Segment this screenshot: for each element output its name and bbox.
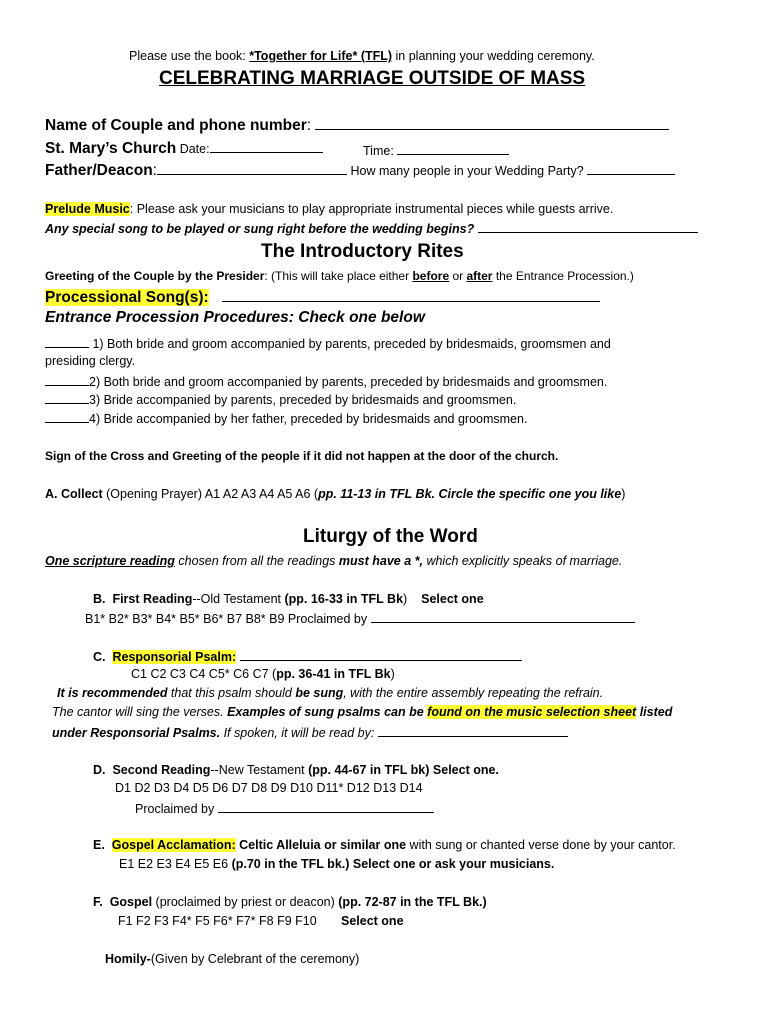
homily-label: Homily-	[105, 952, 151, 966]
procedure-check-3[interactable]	[45, 390, 89, 404]
first-reading-proclaimer-field[interactable]	[371, 609, 635, 623]
couple-field[interactable]	[315, 116, 669, 130]
gospel-options	[118, 913, 404, 929]
prelude-song-field[interactable]	[478, 219, 698, 233]
collect-ref: pp. 11-13 in TFL Bk. Circle the specific one you like	[318, 487, 622, 501]
intro-text: Please use the book:	[129, 49, 250, 63]
first-reading-line	[93, 591, 484, 607]
greeting-text-3: the Entrance Procession.)	[492, 269, 634, 283]
second-reading-label: Second Reading	[112, 763, 211, 777]
second-reading-ref: (pp. 44-67 in TFL bk	[308, 763, 426, 777]
time-field[interactable]	[397, 141, 509, 155]
greeting-before: before	[412, 269, 450, 283]
processional-field[interactable]	[222, 288, 600, 302]
sign-of-cross: Sign of the Cross and Greeting of the people if it did not happen at the door of the church.	[45, 449, 559, 463]
procedure-option-3	[45, 390, 516, 408]
gospel-ref: (pp. 72-87 in the TFL Bk.)	[338, 895, 487, 909]
first-reading-testament: --Old Testament	[192, 592, 285, 606]
scripture-text-1: chosen from all the readings	[174, 554, 339, 568]
collect-options: (Opening Prayer) A1 A2 A3 A4 A5 A6 (	[102, 487, 319, 501]
first-reading-label: First Reading	[112, 592, 193, 606]
psalm-note-1	[57, 685, 603, 701]
couple-label: Name of Couple and phone number	[45, 117, 307, 134]
gospel-select: Select one	[341, 914, 404, 928]
time-line	[363, 141, 509, 159]
prelude-text: Please ask your musicians to play appropriate instrumental pieces while guests arrive.	[133, 202, 614, 216]
psalm-letter: C.	[93, 650, 106, 664]
church-line	[45, 139, 323, 157]
homily-text: (Given by Celebrant of the ceremony)	[150, 952, 360, 966]
psalm-note-1a: It is recommended	[57, 686, 168, 700]
psalm-note-3a: under Responsorial Psalms.	[52, 726, 221, 740]
procedure-option-1	[45, 334, 611, 352]
psalm-field[interactable]	[240, 647, 522, 661]
acclamation-bold: Celtic Alleluia or similar one	[235, 838, 407, 852]
psalm-note-2c: found on the music selection sheet	[427, 705, 637, 719]
acclamation-letter: E.	[93, 838, 105, 852]
greeting-text-1: : (This will take place either	[264, 269, 413, 283]
psalm-options-text: C1 C2 C3 C4 C5* C6 C7 (	[131, 667, 277, 681]
procedure-option-1-cont: presiding clergy.	[45, 354, 136, 368]
gospel-options-text: F1 F2 F3 F4* F5 F6* F7* F8 F9 F10	[118, 914, 317, 928]
collect-label: A. Collect	[45, 487, 103, 501]
procedure-text-1: 1) Both bride and groom accompanied by parents, preceded by bridesmaids, groomsmen and	[89, 337, 611, 351]
psalm-note-3	[52, 723, 568, 741]
psalm-note-1c: be sung	[295, 686, 344, 700]
psalm-options	[131, 666, 395, 682]
gospel-acclamation-line	[93, 837, 676, 853]
party-label: How many people in your Wedding Party?	[350, 164, 584, 178]
couple-colon: :	[306, 117, 312, 134]
psalm-label: Responsorial Psalm:	[112, 650, 237, 664]
father-colon: :	[152, 162, 157, 179]
procedure-option-2	[45, 372, 607, 390]
prelude-colon: :	[129, 202, 134, 216]
party-field[interactable]	[587, 161, 675, 175]
acclamation-label: Gospel Acclamation:	[111, 838, 236, 852]
second-reading-line	[93, 762, 499, 778]
greeting-after: after	[466, 269, 493, 283]
gospel-label: Gospel	[109, 895, 153, 909]
scripture-underlined: One scripture reading	[45, 554, 175, 568]
psalm-ref: pp. 36-41 in TFL Bk	[276, 667, 391, 681]
psalm-note-2a: The cantor will sing the verses.	[52, 705, 228, 719]
second-reading-proclaimer-field[interactable]	[218, 799, 434, 813]
psalm-note-1b: that this psalm should	[167, 686, 296, 700]
procedure-check-2[interactable]	[45, 372, 89, 386]
psalm-close: )	[390, 667, 395, 681]
psalm-note-2d: listed	[636, 705, 673, 719]
greeting-line	[45, 268, 634, 284]
second-reading-letter: D.	[93, 763, 106, 777]
acclamation-ref: (p.70 in the TFL bk.) Select one or ask your musicians.	[231, 857, 555, 871]
prelude-question-line	[45, 219, 698, 237]
introductory-rites-title: The Introductory Rites	[261, 241, 464, 262]
procedure-text-4: 4) Bride accompanied by her father, preceded by bridesmaids and groomsmen.	[89, 412, 528, 426]
collect-line	[45, 486, 625, 502]
procedure-check-1[interactable]	[45, 334, 89, 348]
second-reading-options: D1 D2 D3 D4 D5 D6 D7 D8 D9 D10 D11* D12 D13 D14	[115, 781, 423, 795]
processional-line	[45, 288, 600, 306]
intro-line	[129, 48, 595, 64]
procedure-option-4	[45, 409, 527, 427]
acclamation-options-text: E1 E2 E3 E4 E5 E6	[119, 857, 232, 871]
intro-text-end: in planning your wedding ceremony.	[392, 49, 595, 63]
date-field[interactable]	[210, 139, 323, 153]
psalm-line	[93, 647, 522, 665]
church-label: St. Mary’s Church	[45, 140, 177, 157]
second-reading-select: ) Select one.	[425, 763, 499, 777]
collect-close: )	[621, 487, 626, 501]
couple-line	[45, 116, 669, 134]
father-label: Father/Deacon	[45, 162, 153, 179]
gospel-paren: (proclaimed by priest or deacon)	[152, 895, 339, 909]
entrance-title: Entrance Procession Procedures: Check one below	[45, 309, 425, 326]
scripture-text-2: which explicitly speaks of marriage.	[422, 554, 623, 568]
gospel-letter: F.	[93, 895, 103, 909]
page-title: CELEBRATING MARRIAGE OUTSIDE OF MASS	[159, 68, 586, 89]
first-reading-options-text: B1* B2* B3* B4* B5* B6* B7 B8* B9 Proclaimed by	[85, 612, 368, 626]
prelude-question: Any special song to be played or sung right before the wedding begins?	[45, 222, 475, 236]
gospel-acclamation-options	[119, 856, 554, 872]
procedure-text-2: 2) Both bride and groom accompanied by parents, preceded by bridesmaids and groomsmen.	[89, 375, 608, 389]
procedure-text-3: 3) Bride accompanied by parents, preceded by bridesmaids and groomsmen.	[89, 393, 517, 407]
first-reading-ref: (pp. 16-33 in TFL Bk	[284, 592, 404, 606]
liturgy-title: Liturgy of the Word	[303, 526, 478, 547]
first-reading-close: )	[403, 592, 408, 606]
greeting-label: Greeting of the Couple by the Presider	[45, 269, 265, 283]
prelude-line	[45, 201, 613, 217]
first-reading-letter: B.	[93, 592, 106, 606]
psalm-note-2	[52, 704, 672, 720]
first-reading-options	[85, 609, 635, 627]
scripture-must: must have a *,	[338, 554, 423, 568]
processional-label: Processional Song(s):	[45, 289, 209, 306]
psalm-note-3b: If spoken, it will be read by:	[220, 726, 375, 740]
first-reading-select: Select one	[421, 592, 484, 606]
second-reading-proclaimed	[135, 799, 434, 817]
book-title: *Together for Life* (TFL)	[249, 49, 393, 63]
psalm-note-1d: , with the entire assembly repeating the refrain.	[343, 686, 604, 700]
homily-line	[105, 951, 359, 967]
date-label: Date:	[179, 142, 210, 156]
psalm-note-2b: Examples of sung psalms can be	[227, 705, 428, 719]
scripture-line	[45, 553, 622, 569]
prelude-label: Prelude Music	[45, 202, 130, 216]
acclamation-text: with sung or chanted verse done by your cantor.	[406, 838, 676, 852]
greeting-text-2: or	[449, 269, 467, 283]
second-reading-testament: --New Testament	[210, 763, 309, 777]
gospel-line	[93, 894, 487, 910]
procedure-check-4[interactable]	[45, 409, 89, 423]
father-field[interactable]	[157, 161, 347, 175]
father-line	[45, 161, 675, 179]
time-label: Time:	[363, 144, 394, 158]
second-reading-proclaimed-label: Proclaimed by	[135, 802, 215, 816]
psalm-reader-field[interactable]	[378, 723, 568, 737]
